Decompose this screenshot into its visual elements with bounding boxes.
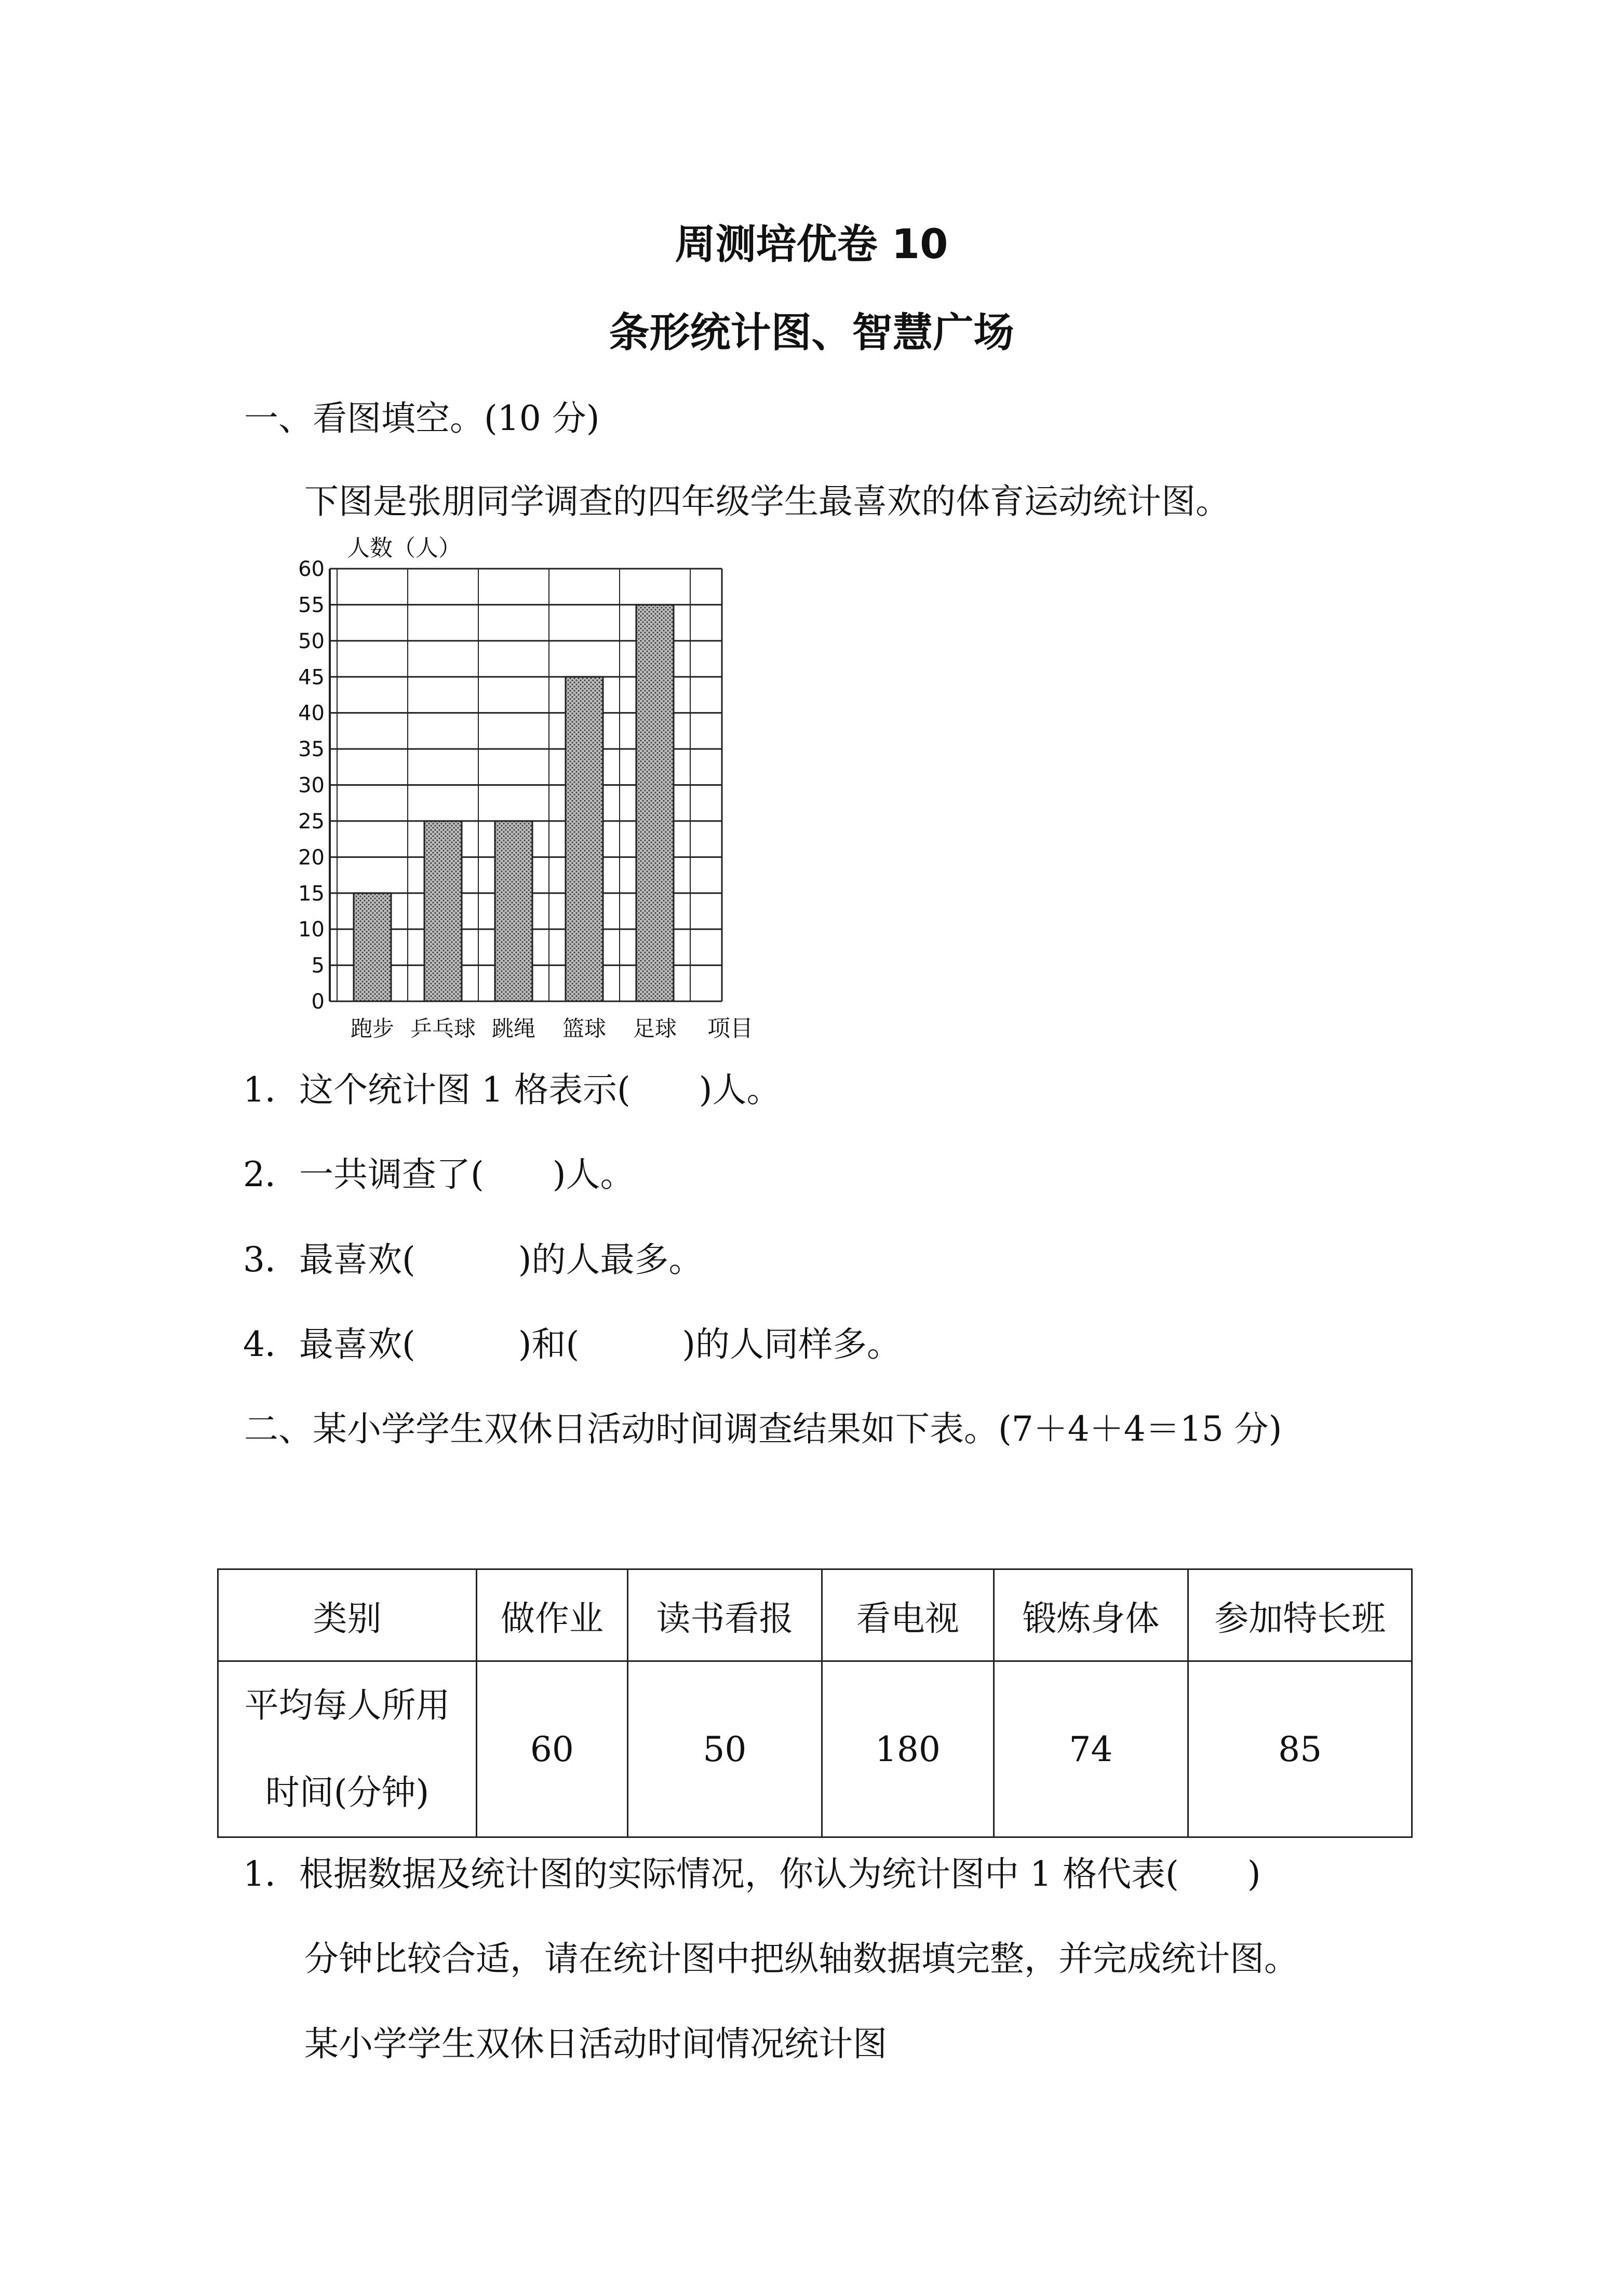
bar <box>424 821 462 1001</box>
table-row <box>218 1661 1412 1837</box>
question-3: 3．最喜欢( )的人最多。 <box>243 1240 703 1280</box>
y-tick-label: 25 <box>298 809 325 834</box>
table-cell: 180 <box>822 1661 994 1837</box>
x-tick-label: 跑步 <box>350 1016 395 1041</box>
bar <box>566 677 603 1001</box>
section2-q1-line1: 1．根据数据及统计图的实际情况，你认为统计图中 1 格代表( ) <box>243 1854 1261 1894</box>
table-cell: 60 <box>477 1661 628 1837</box>
question-4: 4．最喜欢( )和( )的人同样多。 <box>243 1324 901 1364</box>
question-1: 1．这个统计图 1 格表示( )人。 <box>243 1070 781 1110</box>
page-subtitle: 条形统计图、智慧广场 <box>609 310 1014 356</box>
table-header-cell: 做作业 <box>477 1569 628 1661</box>
y-axis-label: 人数（人） <box>347 535 461 561</box>
section2-heading: 二、某小学学生双休日活动时间调查结果如下表。(7＋4＋4＝15 分) <box>244 1409 1282 1449</box>
x-axis-label: 项目 <box>707 1015 753 1042</box>
page-title: 周测培优卷 10 <box>675 221 948 268</box>
y-tick-label: 20 <box>298 845 325 870</box>
x-tick-label: 乒乓球 <box>410 1016 476 1041</box>
y-tick-label: 10 <box>298 918 325 942</box>
table-header-cell: 类别 <box>218 1569 477 1661</box>
row-label-line: 时间(分钟) <box>265 1773 430 1812</box>
bar <box>495 821 532 1001</box>
chart-caption: 某小学学生双休日活动时间情况统计图 <box>304 2024 887 2064</box>
x-tick-label: 篮球 <box>562 1016 607 1041</box>
bar <box>354 893 391 1001</box>
table-header-cell: 看电视 <box>822 1569 994 1661</box>
y-tick-label: 55 <box>298 593 325 617</box>
section2-q1-line2: 分钟比较合适，请在统计图中把纵轴数据填完整，并完成统计图。 <box>304 1939 1298 1979</box>
row-label-line: 平均每人所用 <box>244 1685 450 1725</box>
activity-table <box>217 1568 1413 1838</box>
y-tick-label: 30 <box>298 773 325 798</box>
section1-heading: 一、看图填空。(10 分) <box>244 398 600 438</box>
table-cell: 50 <box>627 1661 822 1837</box>
x-tick-label: 足球 <box>633 1016 677 1041</box>
table-header-cell: 读书看报 <box>627 1569 822 1661</box>
y-tick-label: 15 <box>298 881 325 906</box>
table-cell: 85 <box>1188 1661 1412 1837</box>
y-tick-label: 45 <box>298 665 325 690</box>
y-tick-label: 5 <box>311 954 325 978</box>
y-tick-label: 0 <box>311 990 325 1014</box>
x-tick-label: 跳绳 <box>491 1016 536 1041</box>
bar <box>636 605 674 1001</box>
section1-intro: 下图是张朋同学调查的四年级学生最喜欢的体育运动统计图。 <box>304 481 1230 521</box>
table-row-label <box>218 1661 477 1837</box>
y-tick-label: 35 <box>298 737 325 762</box>
y-tick-label: 60 <box>298 557 325 581</box>
question-2: 2．一共调查了( )人。 <box>243 1154 635 1194</box>
table-header-row <box>218 1569 1412 1661</box>
table-header-cell: 参加特长班 <box>1188 1569 1412 1661</box>
table-header-cell: 锻炼身体 <box>994 1569 1188 1661</box>
y-tick-label: 40 <box>298 701 325 726</box>
bar-chart <box>260 530 800 1059</box>
table-cell: 74 <box>994 1661 1188 1837</box>
y-tick-label: 50 <box>298 629 325 653</box>
